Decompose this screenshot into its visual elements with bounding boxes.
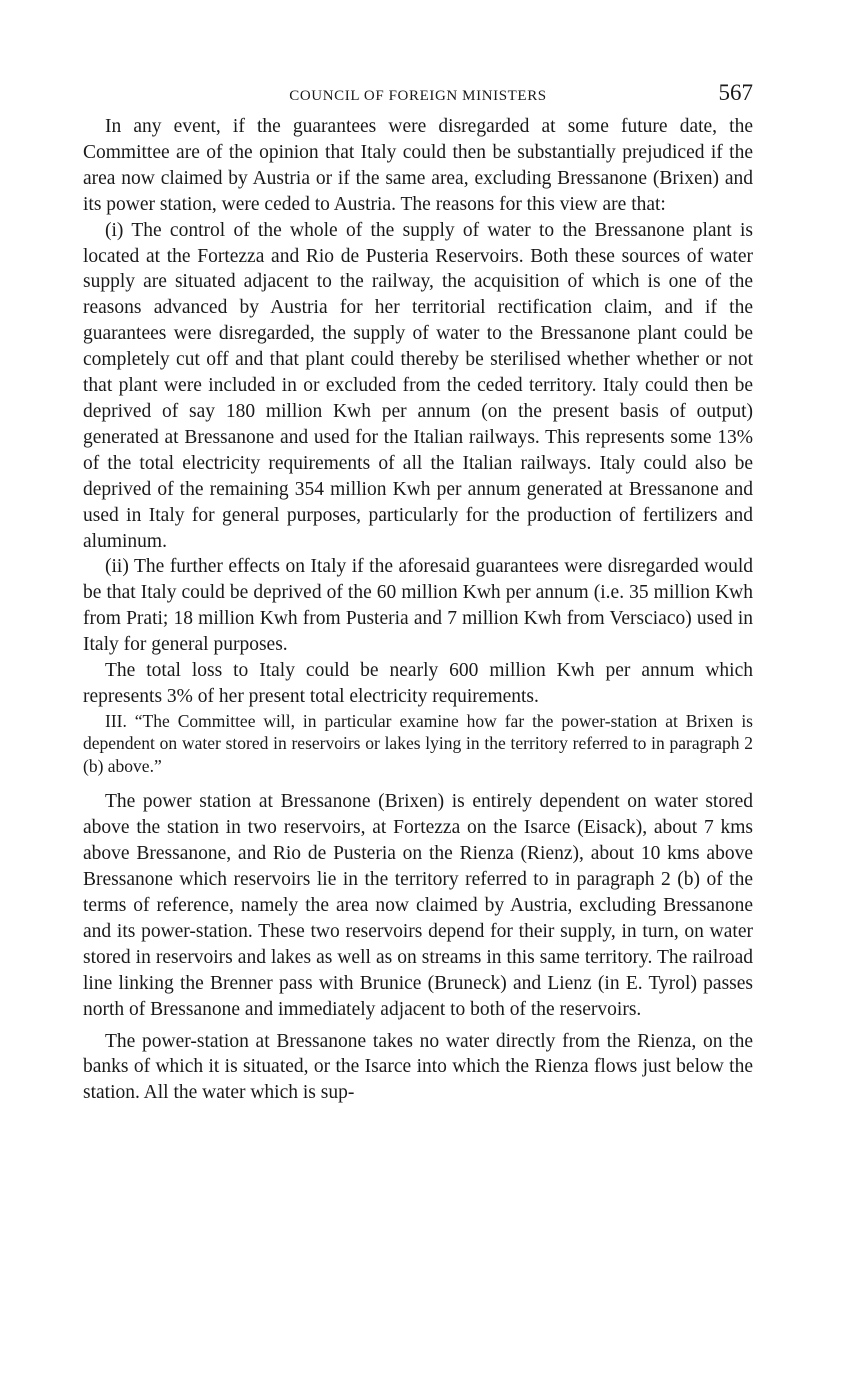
running-title: COUNCIL OF FOREIGN MINISTERS [289,88,547,104]
paragraph-power-station: The power station at Bressanone (Brixen) is entirely dependent on water stored above the station in two reservoirs, at Fortezza on the Isarce (Eisack), about 7 kms above Bressanone, and Rio de Pusteria on the Rienza (Rienz), about 10 kms above Bressanone which reservoirs lie in the territory referred to in paragraph 2 (b) of the terms of reference, namely the area now claimed by Austria, excluding Bressanone and its power-station. These two reservoirs depend for their supply, in turn, on water stored in reservoirs and lakes as well as on streams in this same territory. The railroad line linking the Brenner pass with Brunice (Bruneck) and Lienz (in E. Tyrol) passes north of Bressanone and immediately adjacent to both of the reservoirs. [83,791,753,1020]
page-number: 567 [718,80,753,105]
paragraph-point-i: (i) The control of the whole of the supply of water to the Bressanone plant is located at the Fortezza and Rio de Pusteria Reservoirs. Both these sources of water supply are situated adjacent to the railway, the acquisition of which is one of the reasons advanced by Austria for her territorial rectification claim, and if the guarantees were disregarded, the supply of water to the Bressanone plant could be completely cut off and that plant could thereby be sterilised whether whether or not that plant were included in or excluded from the ceded territory. Italy could then be deprived of say 180 million Kwh per annum (on the present basis of output) generated at Bressanone and used for the Italian railways. This represents some 13% of the total electricity requirements of all the Italian railways. Italy could also be deprived of the remaining 354 million Kwh per annum generated at Bressanone and used in Italy for general purposes, particularly for the production of fertilizers and aluminum. [83,219,753,552]
running-header [83,80,753,114]
terms-of-reference-quote: III. “The Committee will, in particular examine how far the power-station at Brixen is dependent on water stored in reservoirs or lakes lying in the territory referred to in paragraph 2 (b) above.” [83,710,753,776]
document-page [83,80,753,1106]
paragraph-point-ii: (ii) The further effects on Italy if the aforesaid guarantees were disregarded would be that Italy could be deprived of the 60 million Kwh per annum (i.e. 35 million Kwh from Prati; 18 million Kwh from Pusteria and 7 million Kwh from Versciaco) used in Italy for general purposes. [83,556,753,656]
paragraph-intro: In any event, if the guarantees were disregarded at some future date, the Committee are of the opinion that Italy could then be substantially prejudiced if the area now claimed by Austria or if the same area, excluding Bressanone (Brixen) and its power station, were ceded to Austria. The reasons for this view are that: [83,116,753,215]
paragraph-water-supply: The power-station at Bressanone takes no water directly from the Rienza, on the banks of which it is situated, or the Isarce into which the Rienza flows just below the station. All the water which is sup- [83,1030,753,1104]
paragraph-total-loss: The total loss to Italy could be nearly 600 million Kwh per annum which represents 3% of her present total electricity requirements. [83,660,753,707]
